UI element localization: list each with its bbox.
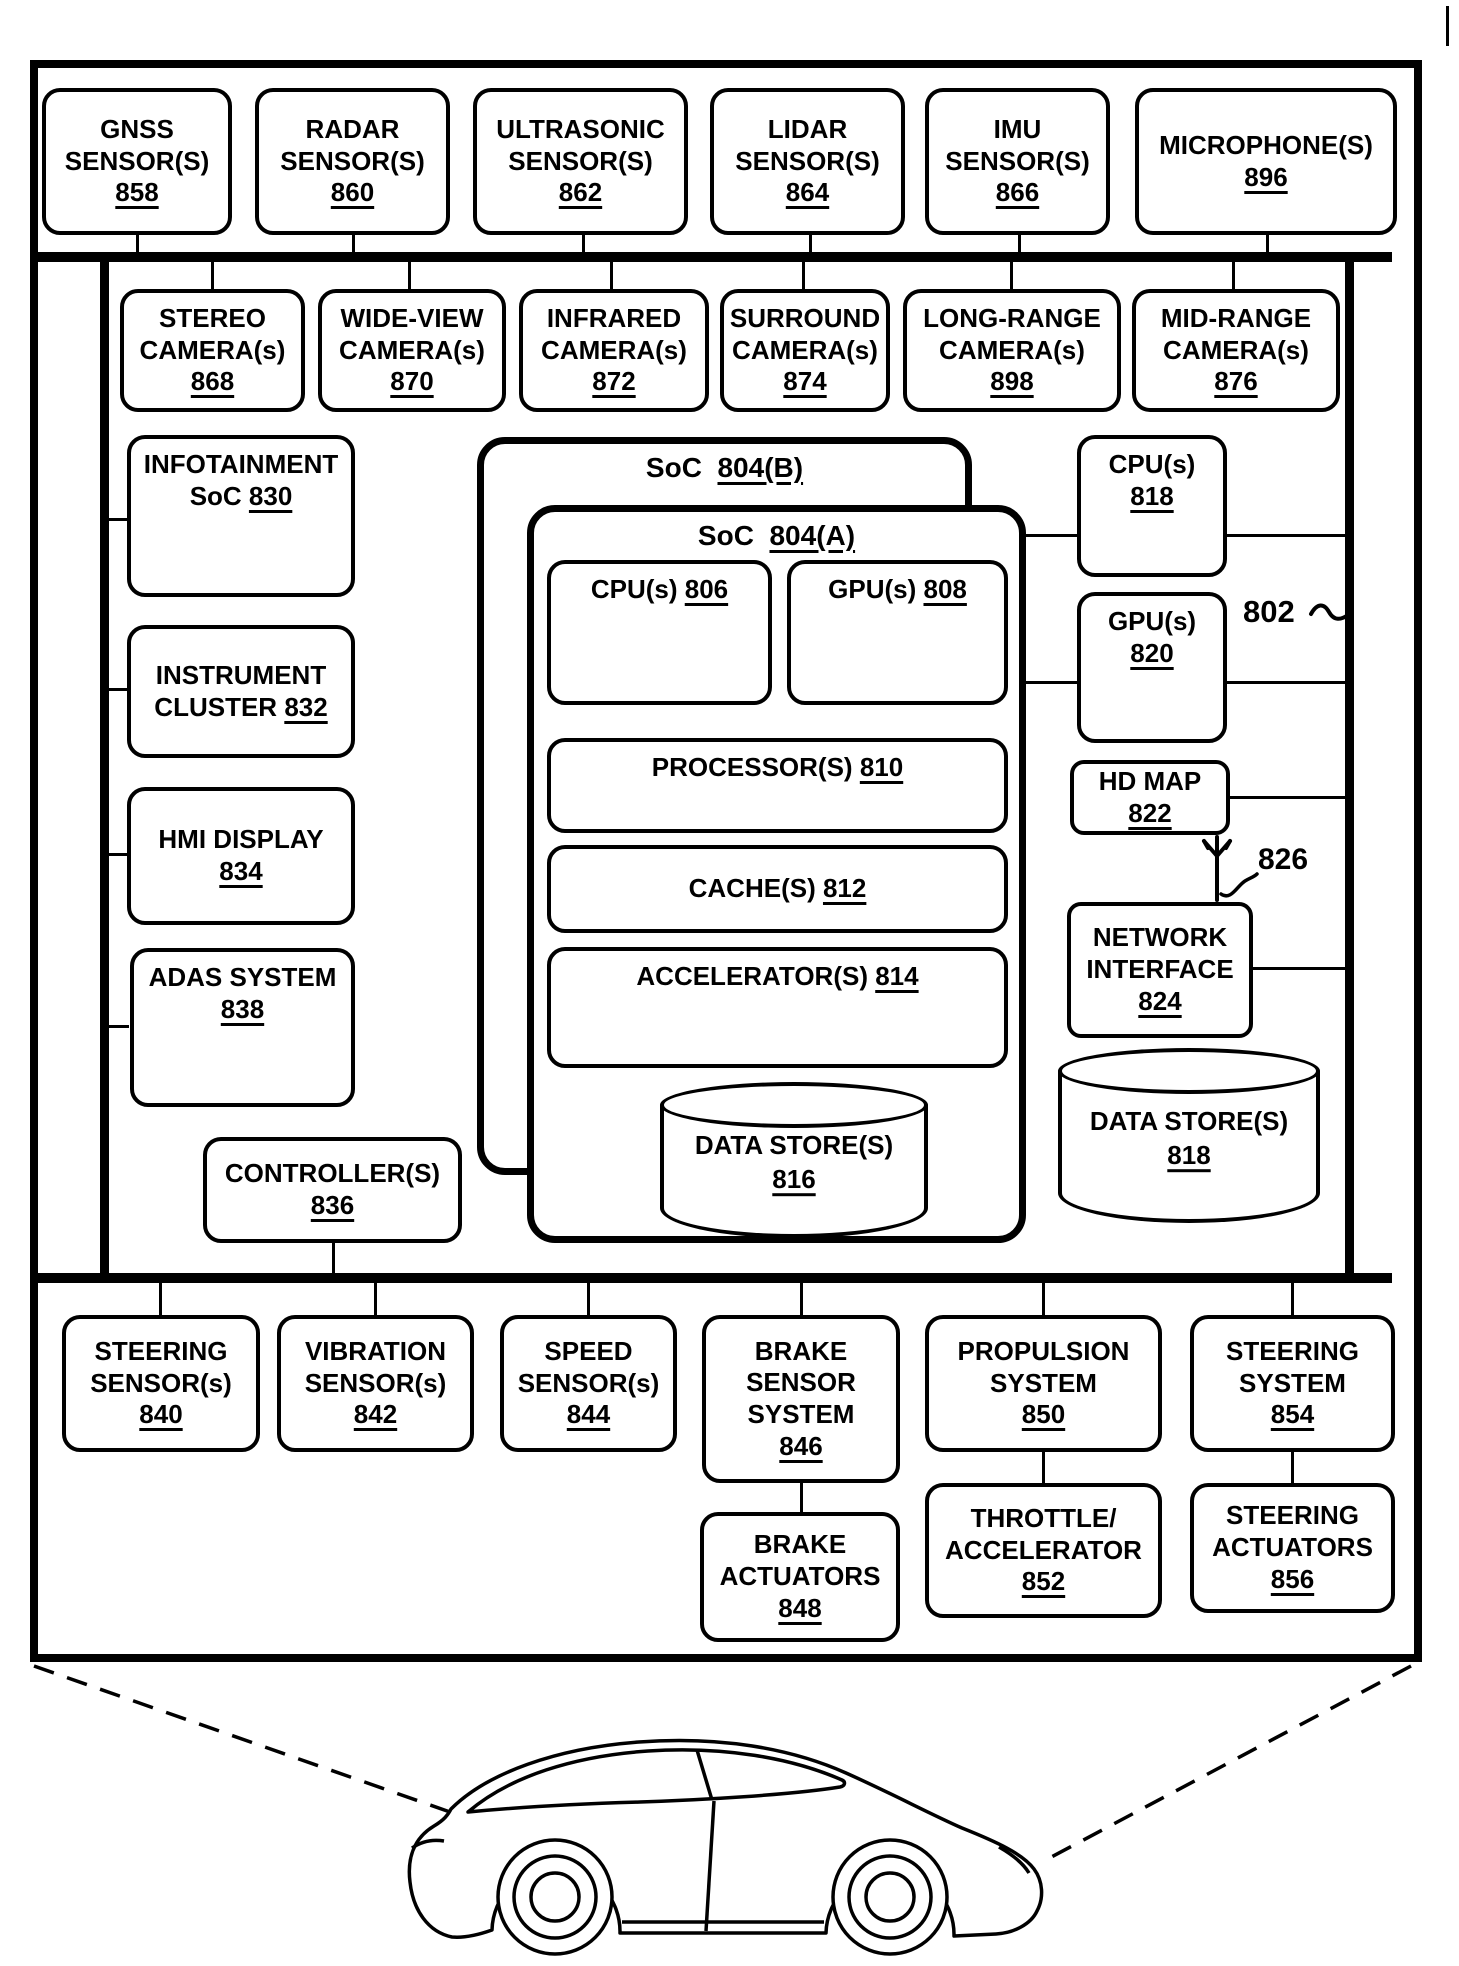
- connector: [102, 1025, 129, 1028]
- soc-804a-label: SoC 804(A): [697, 520, 856, 551]
- box-infrared-cameras: INFRARED CAMERA(s) 872: [519, 289, 709, 412]
- connector: [408, 262, 411, 291]
- connector: [159, 1283, 162, 1315]
- box-network-interface-824: NETWORK INTERFACE 824: [1067, 902, 1253, 1038]
- connector: [332, 1243, 335, 1275]
- box-mid-range-cameras: MID-RANGE CAMERA(s) 876: [1132, 289, 1340, 412]
- box-cpu-818: CPU(s) 818: [1077, 435, 1227, 577]
- connector: [211, 262, 214, 291]
- connector: [352, 233, 355, 252]
- connector: [610, 262, 613, 291]
- box-hmi-display: HMI DISPLAY 834: [127, 787, 355, 925]
- connector: [587, 1283, 590, 1315]
- box-surround-cameras: SURROUND CAMERA(s) 874: [720, 289, 890, 412]
- box-brake-sensor-system-846: BRAKE SENSOR SYSTEM 846: [702, 1315, 900, 1483]
- cylinder-data-stores-816: DATA STORE(S) 816: [660, 1082, 928, 1238]
- connector: [1291, 1283, 1294, 1315]
- cylinder-top: [660, 1082, 928, 1128]
- sensor-bus-top: [30, 252, 1392, 262]
- connector: [102, 688, 129, 691]
- box-stereo-cameras: STEREO CAMERA(s) 868: [120, 289, 305, 412]
- box-throttle-accelerator-852: THROTTLE/ ACCELERATOR 852: [925, 1483, 1162, 1618]
- box-brake-actuators-848: BRAKE ACTUATORS 848: [700, 1512, 900, 1642]
- box-steering-actuators-856: STEERING ACTUATORS 856: [1190, 1483, 1395, 1613]
- box-caches-812: CACHE(S) 812: [547, 845, 1008, 933]
- connector: [1266, 233, 1269, 252]
- soc-804b-label: SoC 804(B): [645, 452, 804, 483]
- box-gpu-820: GPU(s) 820: [1077, 592, 1227, 743]
- cylinder-top: [1058, 1048, 1320, 1094]
- box-ultrasonic-sensors: ULTRASONIC SENSOR(S) 862: [473, 88, 688, 235]
- ref-802: 802: [1243, 594, 1295, 629]
- box-accelerators-814: ACCELERATOR(S) 814: [547, 947, 1008, 1068]
- box-long-range-cameras: LONG-RANGE CAMERA(s) 898: [903, 289, 1121, 412]
- box-radar-sensors: RADAR SENSOR(S) 860: [255, 88, 450, 235]
- box-gnss-sensors: GNSS SENSOR(S) 858: [42, 88, 232, 235]
- box-processors-810: PROCESSOR(S) 810: [547, 738, 1008, 833]
- connector: [809, 233, 812, 252]
- box-cpu-806: CPU(s) 806: [547, 560, 772, 705]
- cylinder-data-stores-818: DATA STORE(S) 818: [1058, 1048, 1320, 1223]
- box-adas-system: ADAS SYSTEM 838: [130, 948, 355, 1107]
- box-gpu-808: GPU(s) 808: [787, 560, 1008, 705]
- connector: [1042, 1283, 1045, 1315]
- connector: [582, 233, 585, 252]
- box-propulsion-system-850: PROPULSION SYSTEM 850: [925, 1315, 1162, 1452]
- connector: [1232, 262, 1235, 291]
- connector: [102, 518, 129, 521]
- actuation-bus-bottom: [30, 1273, 1392, 1283]
- box-lidar-sensors: LIDAR SENSOR(S) 864: [710, 88, 905, 235]
- dashed-leader-right: [1042, 1666, 1411, 1862]
- bus-left-vertical: [100, 252, 109, 1283]
- connector: [1230, 796, 1349, 799]
- box-vibration-sensors-842: VIBRATION SENSOR(s) 842: [277, 1315, 474, 1452]
- connector: [802, 262, 805, 291]
- connector: [800, 1283, 803, 1315]
- box-wide-view-cameras: WIDE-VIEW CAMERA(s) 870: [318, 289, 506, 412]
- connector: [1253, 967, 1349, 970]
- connector: [800, 1483, 803, 1512]
- connector: [374, 1283, 377, 1315]
- box-instrument-cluster: INSTRUMENT CLUSTER 832: [127, 625, 355, 758]
- bus-right-vertical: [1345, 252, 1354, 1283]
- connector: [1291, 1452, 1294, 1483]
- connector: [136, 233, 139, 252]
- connector: [102, 853, 129, 856]
- box-microphones: MICROPHONE(S) 896: [1135, 88, 1397, 235]
- connector: [1010, 262, 1013, 291]
- vehicle-illustration: [409, 1740, 1041, 1954]
- connector: [1018, 233, 1021, 252]
- box-speed-sensors-844: SPEED SENSOR(s) 844: [500, 1315, 677, 1452]
- page-edge-mark: [1446, 6, 1449, 46]
- dashed-leader-left: [34, 1666, 450, 1812]
- box-hd-map-822: HD MAP 822: [1070, 760, 1230, 835]
- box-steering-sensors-840: STEERING SENSOR(s) 840: [62, 1315, 260, 1452]
- box-infotainment-soc: INFOTAINMENT SoC 830: [127, 435, 355, 597]
- box-controllers: CONTROLLER(S) 836: [203, 1137, 462, 1243]
- box-steering-system-854: STEERING SYSTEM 854: [1190, 1315, 1395, 1452]
- box-imu-sensors: IMU SENSOR(S) 866: [925, 88, 1110, 235]
- connector: [1042, 1452, 1045, 1483]
- ref-826: 826: [1258, 843, 1309, 876]
